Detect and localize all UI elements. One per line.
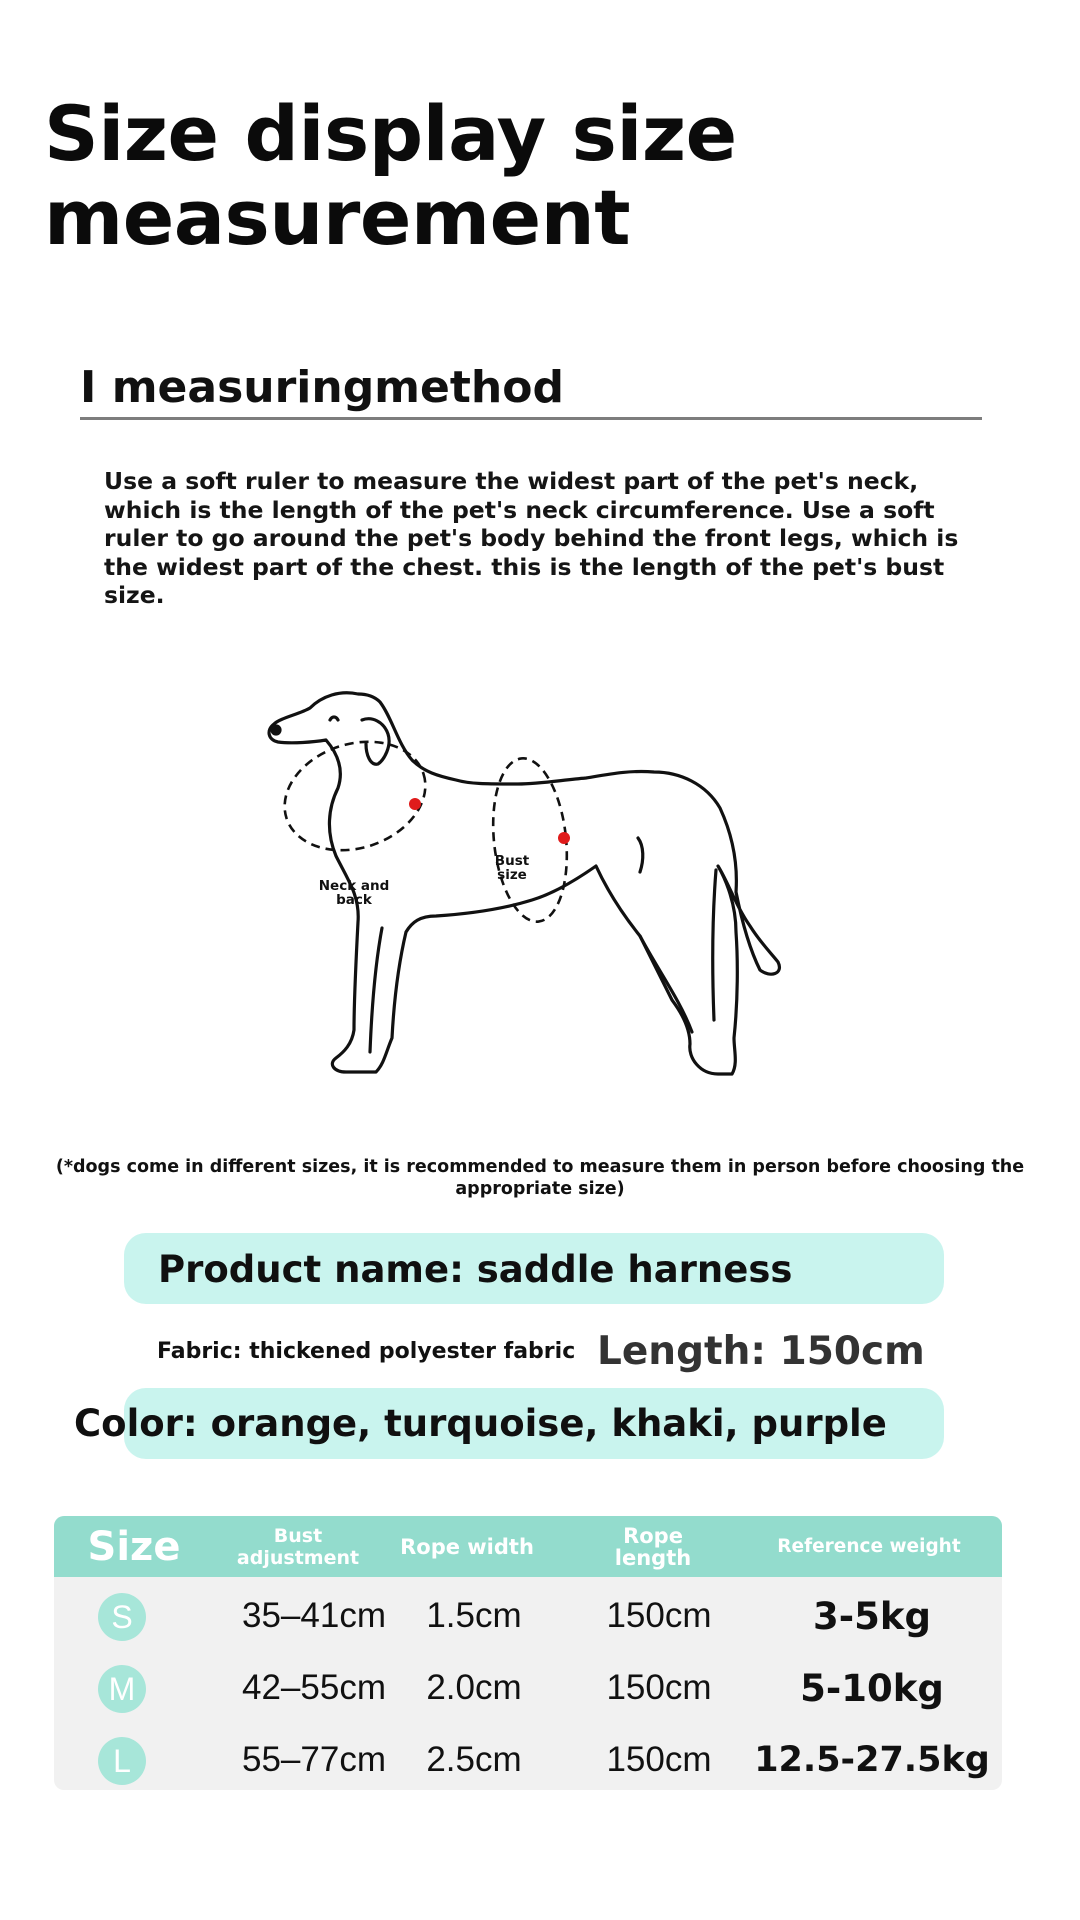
neck-and-back-label: Neck and back [318, 878, 390, 908]
width-cell: 2.0cm [426, 1668, 522, 1707]
header-reference-weight: Reference weight [777, 1536, 961, 1557]
rope-length-cell: 150cm [606, 1740, 712, 1779]
bust-cell: 55–77cm [242, 1740, 386, 1779]
length-info: Length: 150cm [597, 1329, 925, 1374]
dog-measurement-diagram [260, 660, 820, 1120]
neck-marker-dot [409, 798, 421, 810]
header-size: Size [87, 1523, 181, 1570]
width-cell: 2.5cm [426, 1740, 522, 1779]
table-row [54, 1580, 1002, 1652]
rope-length-cell: 150cm [606, 1668, 712, 1707]
page-title: Size display size measurement [44, 89, 737, 262]
table-header [54, 1516, 1002, 1577]
bust-size-label: Bust size [494, 853, 530, 883]
dog-nose [272, 726, 280, 734]
bust-marker-dot [558, 832, 570, 844]
dog-eye [330, 717, 338, 720]
size-badge: L [98, 1737, 146, 1785]
table-row [54, 1652, 1002, 1724]
weight-cell: 12.5-27.5kg [754, 1740, 990, 1780]
weight-cell: 5-10kg [800, 1666, 944, 1710]
color-info: Color: orange, turquoise, khaki, purple [74, 1402, 887, 1445]
section-divider [80, 417, 982, 420]
table-row [54, 1724, 1002, 1790]
section-heading: I measuringmethod [80, 362, 564, 413]
size-badge: M [98, 1665, 146, 1713]
weight-cell: 3-5kg [813, 1594, 931, 1638]
fabric-info: Fabric: thickened polyester fabric [157, 1339, 576, 1364]
product-name: Product name: saddle harness [158, 1248, 793, 1291]
size-badge: S [98, 1593, 146, 1641]
neck-measure-loop [270, 724, 439, 867]
dog-rear-leg-line [640, 936, 692, 1032]
size-chart-table [54, 1516, 1002, 1790]
bust-cell: 42–55cm [242, 1668, 386, 1707]
dog-back-leg-line [713, 870, 716, 1020]
dog-hip-line [638, 838, 643, 872]
header-bust-adjustment: Bust adjustment [236, 1524, 360, 1569]
header-rope-width: Rope width [400, 1534, 534, 1559]
measuring-instructions: Use a soft ruler to measure the widest part of the pet's neck, which is the length of the pet's neck circumference. Use a soft ruler to go around the pet's body behind the front legs, which is the widest part of the chest. this is the length of the pet's bust size. [104, 467, 959, 609]
bust-cell: 35–41cm [242, 1596, 386, 1635]
rope-length-cell: 150cm [606, 1596, 712, 1635]
size-disclaimer: (*dogs come in different sizes, it is recommended to measure them in person before choosing the appropriate size) [55, 1157, 1025, 1199]
width-cell: 1.5cm [426, 1596, 522, 1635]
header-rope-length: Rope length [614, 1523, 692, 1570]
dog-front-leg-line [370, 928, 382, 1052]
